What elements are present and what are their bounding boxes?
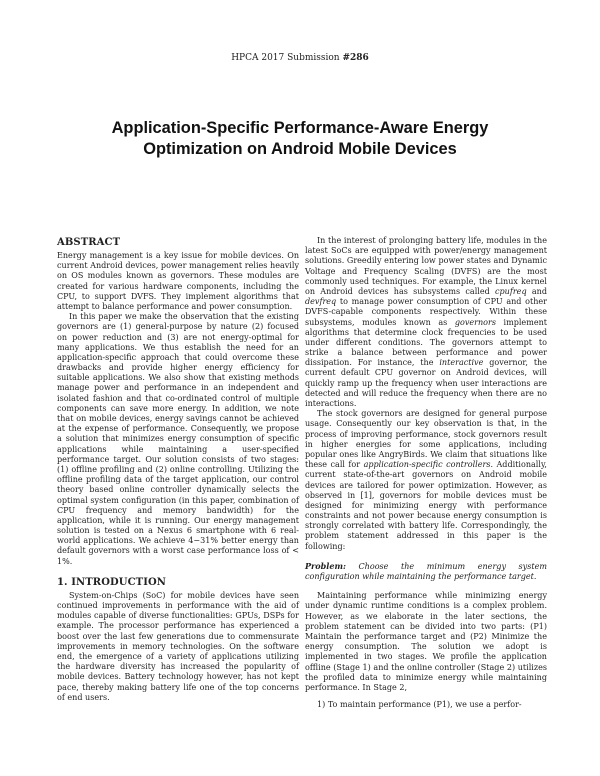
text-run: The stock governors are designed for general purpose usage. Consequently our key observation is that, in the process of improving performance, stock governors result in higher energies for some applications, including popular ones like AngryBirds. We claim that situations like these call for xyxy=(305,409,547,470)
term-devfreq: devfreq xyxy=(305,297,337,307)
term-governors: governors xyxy=(454,317,496,327)
submission-prefix: HPCA 2017 Submission xyxy=(231,53,343,63)
spacer xyxy=(305,552,547,561)
right-paragraph-3: Maintaining performance while minimizing energy under dynamic runtime conditions is a complex problem. However, as we elaborate in the later sections, the problem statement can be divided into two parts: (P1) Maintain the performance target and (P2) Minimize the energy consumption. The solution we adopt is implemented in two stages. We profile the application offline (Stage 1) and the online controller (Stage 2) utilizes the profiled data to minimize energy while maintaining performance. In Stage 2, xyxy=(305,591,547,692)
introduction-paragraph-1: System-on-Chips (SoC) for mobile devices have seen continued improvements in performance with the aid of modules capable of diverse functionalities: GPUs, DSPs for example. The processor performance has experienced a boost over the last few generations due to commensurate improvements in memory technologies. On the software end, the emergence of a variety of applications utilizing the hardware diversity has increased the popularity of mobile devices. Battery technology however, has not kept pace, thereby making battery life one of the top concerns of end users. xyxy=(57,590,299,702)
text-run: implement algorithms that determine clock frequencies to be used under different conditions. The governors attempt to strike a balance between performance and power dissipation. For instance, the xyxy=(305,317,547,368)
spacer xyxy=(305,693,547,700)
abstract-paragraph-1: Energy management is a key issue for mobile devices. On current Android devices, power management relies heavily on OS modules known as governors. These modules are created for various hardware components, including the CPU, to support DVFS. They implement algorithms that attempt to balance performance and power consumption. xyxy=(57,251,299,311)
problem-text: Choose the minimum energy system configuration while maintaining the performance target. xyxy=(305,561,547,581)
text-run: to manage power consumption of CPU and other DVFS-capable components respectively. Within these subsystems, modules known as xyxy=(305,297,547,327)
submission-number: #286 xyxy=(342,53,369,63)
term-interactive: interactive xyxy=(439,358,484,368)
spacer xyxy=(305,582,547,591)
text-run: governor, the current default CPU governor on Android devices, will quickly ramp up the frequency when user interactions are detected and will reduce the frequency when there are no interactions. xyxy=(305,358,547,408)
right-paragraph-2 xyxy=(305,409,547,552)
title-line-1: Application-Specific Performance-Aware Energy xyxy=(111,119,489,137)
text-run: and xyxy=(526,286,547,296)
right-paragraph-4: 1) To maintain performance (P1), we use a perfor- xyxy=(317,700,522,710)
term-cpufreq: cpufreq xyxy=(495,286,527,296)
abstract-paragraph-2: In this paper we make the observation that the existing governors are (1) general-purpose by nature (2) focused on power reduction and (3) are not energy-optimal for many applications. We thus establish the need for an application-specific approach that could overcome these drawbacks and provide higher energy efficiency for suitable applications. We also show that existing methods manage power and performance in an independent and isolated fashion and that co-ordinated control of multiple components can save more energy. In addition, we note that on mobile devices, energy savings cannot be achieved at the expense of performance. Consequently, we propose a solution that minimizes energy consumption of specific applications while maintaining a user-specified performance target. Our solution consists of two stages: (1) offline profiling and (2) online controlling. Utilizing the offline profiling data of the target application, our control theory based online controller dynamically selects the optimal system configuration (in this paper, combination of CPU frequency and memory bandwidth) for the application, while it is running. Our energy management solution is tested on a Nexus 6 smartphone with 6 real-world applications. We achieve 4−31% better energy than default governors with a worst case performance loss of < 1%. xyxy=(57,312,299,566)
problem-label: Problem: xyxy=(305,560,346,571)
abstract-heading: ABSTRACT xyxy=(57,237,121,248)
term-application-specific: application-specific controllers xyxy=(363,460,491,470)
introduction-heading: 1. INTRODUCTION xyxy=(57,576,167,588)
paper-title xyxy=(60,118,540,160)
right-column xyxy=(305,236,547,710)
text-run: In the interest of prolonging battery life, modules in the latest SoCs are equipped with power/energy management solutions. Greedily entering low power states and Dynamic Voltage and Frequency Scaling (DVFS) are the most commonly used techniques. For example, the Linux kernel on Android devices has subsystems called xyxy=(305,236,547,296)
right-paragraph-1 xyxy=(305,236,547,409)
text-run: . Additionally, current state-of-the-art governors on Android mobile devices are tailored for power optimization. However, as observed in [1], governors for mobile devices must be designed for minimizing energy with performance constraints and not power because energy consumption is strongly correlated with battery life. Correspondingly, the problem statement addressed in this paper is the following: xyxy=(305,460,547,551)
problem-statement xyxy=(305,561,547,582)
title-line-2: Optimization on Android Mobile Devices xyxy=(143,140,457,158)
submission-header xyxy=(0,53,600,63)
left-column xyxy=(57,236,299,703)
